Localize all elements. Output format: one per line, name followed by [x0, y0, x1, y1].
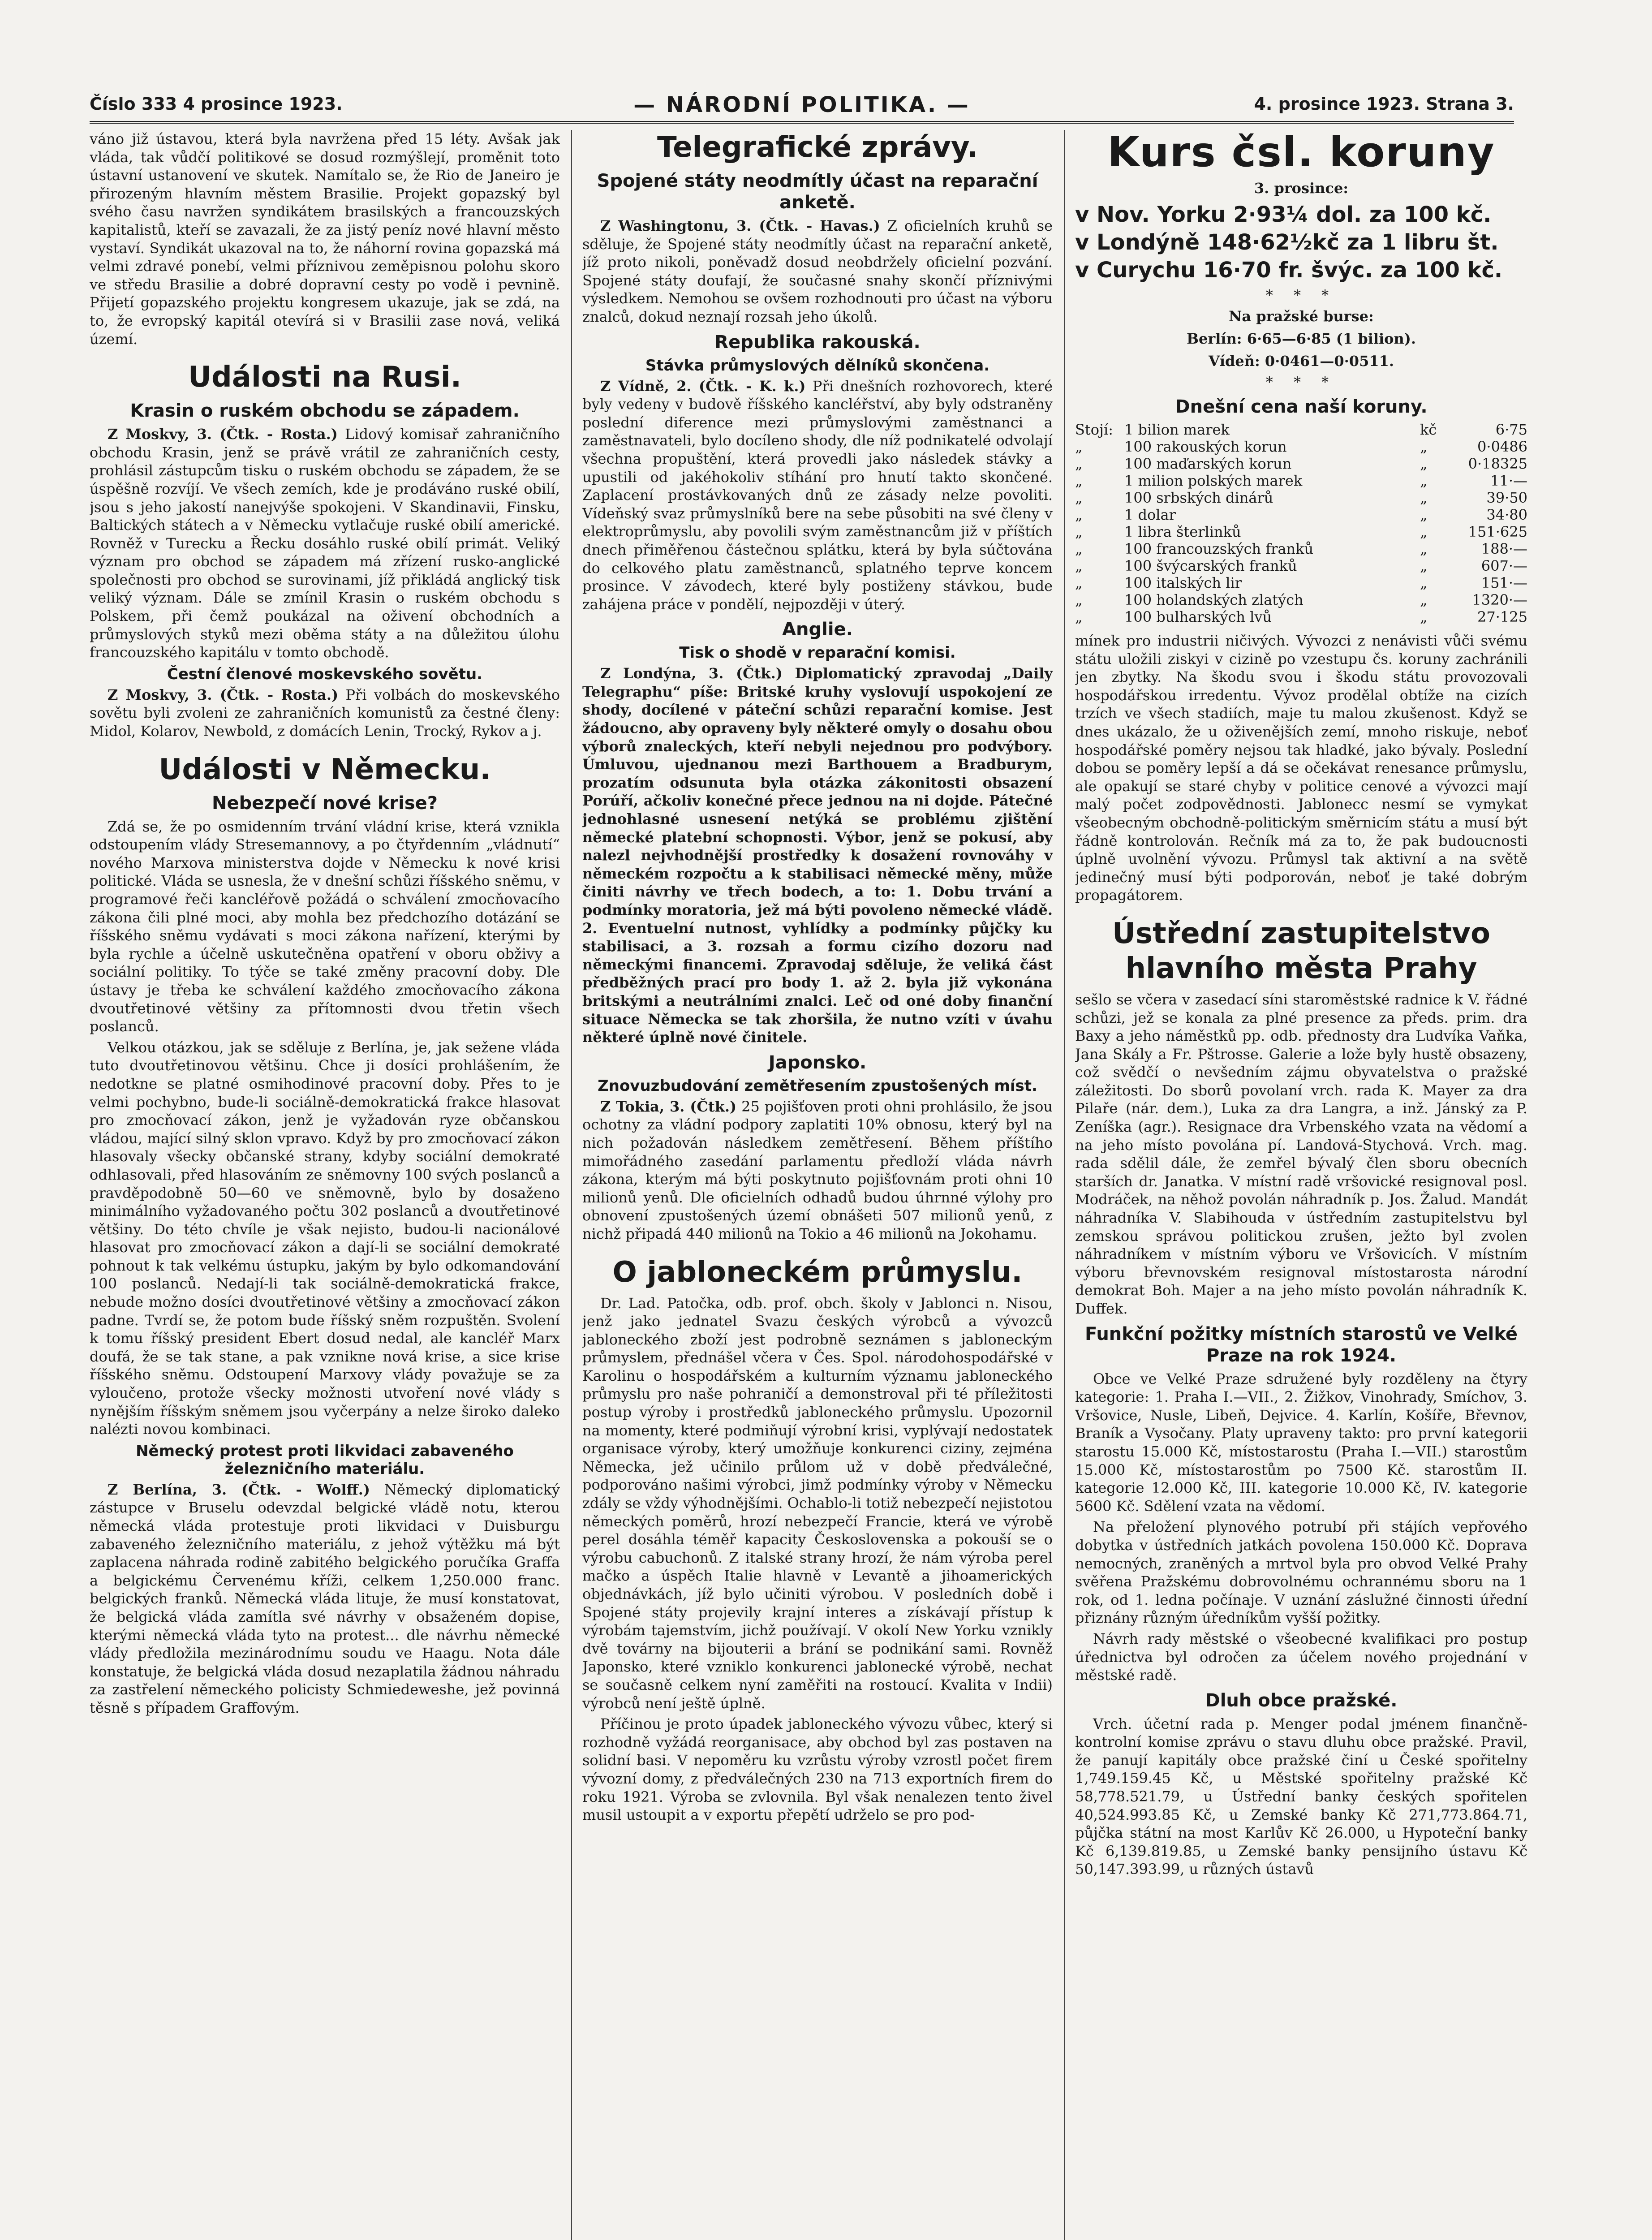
currency-row: [1075, 455, 1527, 472]
article-body: Při volbách do moskevského sovětu byli zvoleni ze zahraničních komunistů za čestné členy: Midol, Kolarov, Newbold, z domácích Lenin, Trocký, Rykov a j.: [90, 686, 560, 740]
unit: kč: [1420, 421, 1437, 438]
article-text: Na přeložení plynového potrubí při stájích vepřového dobytka v ústředních jatkách povolena 150.000 Kč. Doprava nemocných, zraněných a mrtvol byla pro obvod Velké Prahy svěřena Pražskému dobrovolnému ochrannému sboru na 1 rok, od 1. ledna počínaje. V uznání záslužné činnosti úřední přiznány různým úředníkům vyšší požitky.: [1075, 1518, 1527, 1627]
dateline: Z Moskvy, 3. (Čtk. - Rosta.): [108, 426, 338, 443]
column-divider: [571, 130, 572, 2240]
currency-row: [1075, 540, 1527, 557]
row-prefix: „: [1075, 489, 1083, 506]
article-heading: Čestní členové moskevského sovětu.: [167, 665, 483, 683]
currency-value: 607·—: [1481, 557, 1527, 574]
row-prefix: „: [1075, 574, 1083, 591]
article-text: Velkou otázkou, jak se sděluje z Berlína, je, jak sežene vláda tuto dvoutřetinovou většinu. Chce ji dosíci prohlášením, že nedotkne se platné osmihodinové pracovní doby. Přes to je velmi pochybno, bude-li sociálně-demokratická frakce hlasovat pro zmocňovací zákon, jenž je vyžadován ryze občanskou vládou, mající silný sklon vpravo. Když by pro zmocňovací zákon hlasovaly všecky občanské strany, kdyby sociální demokraté odhlasovali, před hlasováním ze sněmovny 100 svých poslanců a pravděpodobně 50—60 ve sněmovně, bylo by dosaženo minimálního vyžadovaného počtu 302 poslanců a dvoutřetinové většiny. Do této chvíle je však nejisto, budou-li nacionálové hlasovat pro zmocňovací zákon a dají-li se sociální demokraté pohnout k tak velkému ústupku, jakým by bylo odkomandování 100 poslanců. Nedají-li tak sociálně-demokratická frakce, nebude možno dosíci dvoutřetinové většiny a zmocňovací zákon padne. Tvrdí se, že potom bude říšský sněm rozpuštěn. Svolení k tomu říšský president Ebert dosud nedal, ale kancléř Marx doufá, že se tak stane, a pak vznikne nová krise, a sice krise říšského sněmu. Odstoupení Marxovy vlády považuje se za vyloučeno, protože všecky možnosti utvoření nové vlády s nynějším říšským sněmem jsou vyčerpány a nelze široko daleko nalézti novou kombinaci.: [90, 1038, 560, 1438]
article-text: Dr. Lad. Patočka, odb. prof. obch. školy v Jablonci n. Nisou, jenž jako jednatel Svazu českých výrobců a vývozců jabloneckého zboží jest podrobně seznámen s jabloneckým průmyslem, přednášel včera v Čes. Spol. národohospodářské v Karolinu o hospodářském a kulturním významu jabloneckého průmyslu pro naše pohraničí a demonstroval při té příležitosti postup výroby i prostředků jabloneckého průmyslu. Upozornil na momenty, které podmiňují výrobní krisi, vyplývají nedostatek organisace výroby, který umožňuje konkurenci ciziny, zejména Německa, jež učinilo průlom už v době předválečné, podporováno našimi výrobci, jimž podmínky výroby v Německu zdály se vždy výhodnějšími. Ochablo-li totiž nebezpečí nejistotou německých poměrů, hrozí nebezpečí Francie, která ve výrobě perel dosáhla téměř kapacity Československa a pokouší se o výrobu cabuchonů. Z italské strany hrozí, že nám výroba perel mačko a úspěch Italie hlavně v Levantě a jihoamerických objednávkách, jíž bylo učiniti výrobou. V posledních době i Spojené státy projevily krajní interes a získávají přístup k výrobám tajemstvím, jichž používají. V okolí New Yorku vznikly dvě továrny na bijouterii a brání se podnikání sami. Rovněž Japonsko, které vzniklo konkurenci jablonecké výrobě, nechat se současně celkem nyní zaměřiti na rostoucí. Kvalita v Indii) výrobců není ještě úplně.: [582, 1294, 1053, 1712]
article-heading: Spojené státy neodmítly účast na reparační anketě.: [597, 171, 1038, 213]
rate-zurich: v Curychu 16·70 fr. švýc. za 100 kč.: [1075, 258, 1503, 283]
page-header: [90, 90, 1514, 124]
currency-value: 0·18325: [1468, 455, 1527, 472]
row-prefix: „: [1075, 540, 1083, 557]
rate-london: v Londýně 148·62½kč za 1 libru št.: [1075, 230, 1499, 255]
unit: „: [1420, 438, 1428, 455]
section-heading: Události v Německu.: [159, 753, 491, 786]
article-heading: Stávka průmyslových dělníků skončena.: [645, 356, 990, 375]
currency-quantity: 1 dolar: [1124, 506, 1176, 523]
column-3: [1075, 130, 1527, 2240]
article-heading: Německý protest proti likvidaci zabaveného železničního materiálu.: [136, 1442, 514, 1478]
article-body: Německý diplomatický zástupce v Bruselu odevzdal belgické vládě notu, kterou německá vláda protestuje proti likvidaci v Duisburgu zabaveného železničního materiálu, z jehož výtěžku má být zaplacena náhrada rodině zabitého belgického poručíka Graffa a belgickému Červenému kříži, celkem 1,250.000 franc. belgických franků. Německá vláda lituje, že musí konstatovat, že belgická vláda zamítla své návrhy v obsaženém dopise, kterými německá vláda tyto na protest... dle návrhu německé vlády předložila mezinárodnímu soudu ve Haagu. Nota dále konstatuje, že belgická vláda dosud nezaplatila žádnou náhradu za zastřelení německého policisty Schmiedeweshe, jež povinná těsně s případem Graffovým.: [90, 1481, 560, 1716]
article-text: [90, 425, 560, 662]
newspaper-title: — NÁRODNÍ POLITIKA. —: [633, 92, 970, 117]
article-body: Z oficielních kruhů se sděluje, že Spojené státy neodmítly účast na reparační anketě, jíž proto nikoli, poněvadž dosud neobdržely oficielní pozvání. Spojené státy doufají, že současné snahy skončí příznivými výsledkem. Nemohou se ovšem rozhodnouti pro účast na výboru znalců, dokud neznají rozsah jeho úkolů.: [582, 217, 1053, 325]
currency-row: [1075, 557, 1527, 574]
currency-quantity: 100 bulharských lvů: [1124, 608, 1272, 625]
dateline: Z Moskvy, 3. (Čtk. - Rosta.): [108, 686, 339, 703]
article-heading: Krasin o ruském obchodu se západem.: [130, 401, 520, 422]
unit: „: [1420, 557, 1428, 574]
currency-row: [1075, 574, 1527, 591]
article-text: [582, 377, 1053, 614]
row-prefix: „: [1075, 591, 1083, 608]
currency-quantity: 100 italských lir: [1124, 574, 1242, 591]
currency-value: 151·—: [1481, 574, 1527, 591]
article-heading: Tisk o shodě v reparační komisi.: [679, 644, 956, 662]
row-prefix: „: [1075, 557, 1083, 574]
row-prefix: „: [1075, 472, 1083, 489]
article-text: Návrh rady městské o všeobecné kvalifikaci pro postup úřednictva byl odročen za účelem nového projednání v městské radě.: [1075, 1630, 1527, 1684]
currency-quantity: 100 rakouských korun: [1124, 438, 1287, 455]
currency-row: [1075, 608, 1527, 625]
currency-quantity: 100 francouzských franků: [1124, 540, 1314, 557]
article-text: sešlo se včera v zasedací síni staroměstské radnice k V. řádné schůzi, jež se konala za plné presence za předs. prim. dra Baxy a jeho náměstků pp. odb. přednosty dra Ludvíka Vaňka, Jana Skály a Fr. Pštrosse. Galerie a lože byly hustě obsazeny, což svědčí o nevšedním zájmu obyvatelstva o pražské záležitosti. Do sborů povolaní vrch. rada K. Mayer za dra Pilaře (nár. dem.), Luka za dra Langra, a inž. Jánský za P. Zeníška (agr.). Resignace dra Vrbenského vzata na vědomí a na jeho místo povolána pí. Landová-Stychová. Vrch. mag. rada sdělil dále, že zemřel bývalý člen sboru obecních starších dr. Janatka. V místní radě vršovické resignoval posl. Modráček, na něhož povolán náhradník p. Jos. Žalud. Mandát náhradníka V. Slabihouda v ústředním zastupitelstvu byl zemskou správou politickou zrušen, ježto byl zvolen náhradníkem v místním výboru ve Vršovicích. V místním výboru břevnovském resignoval místostarosta národní demokrat Boh. Majer a na jeho místo povolán náhradník K. Duffek.: [1075, 991, 1527, 1317]
section-heading: Události na Rusi.: [188, 361, 461, 394]
article-heading: Znovuzbudování zemětřesením zpustošených míst.: [598, 1077, 1037, 1095]
exchange-rate-title: Kurs čsl. koruny: [1107, 130, 1495, 176]
currency-value: 6·75: [1495, 421, 1527, 438]
row-prefix: „: [1075, 455, 1083, 472]
currency-quantity: 1 libra šterlinků: [1124, 523, 1241, 540]
article-heading: Funkční požitky místních starostů ve Velké Praze na rok 1924.: [1084, 1323, 1518, 1366]
article-text: Obce ve Velké Praze sdružené byly rozděleny na čtyry kategorie: 1. Praha I.—VII., 2. Žižkov, Vinohrady, Smíchov, 3. Vršovice, Nusle, Libeň, Dejvice. 4. Karlín, Košíře, Břevnov, Braník a Vysočany. Platy upraveny takto: pro první kategorii starostu 15.000 Kč, místostarostu (Praha I.—VII.) starostům 15.000 Kč, místostarostům po 7500 Kč. starostům II. kategorie 12.000 Kč, III. kategorie 10.000 Kč, IV. kategorie 5600 Kč. Sdělení vzata na vědomí.: [1075, 1370, 1527, 1515]
article-text: [582, 664, 1053, 1046]
page-date: 4. prosince 1923. Strana 3.: [1254, 94, 1514, 114]
unit: „: [1420, 506, 1428, 523]
rate-vienna: Vídeň: 0·0461—0·0511.: [1208, 353, 1394, 370]
currency-table-title: Dnešní cena naší koruny.: [1175, 396, 1428, 417]
currency-quantity: 100 holandských zlatých: [1124, 591, 1304, 608]
currency-value: 151·625: [1468, 523, 1527, 540]
currency-quantity: 1 milion polských marek: [1124, 472, 1303, 489]
currency-quantity: 1 bilion marek: [1124, 421, 1230, 438]
row-prefix: „: [1075, 438, 1083, 455]
burse-label: Na pražské burse:: [1229, 308, 1374, 325]
dateline: Z Berlína, 3. (Čtk. - Wolff.): [108, 1481, 370, 1498]
currency-row: [1075, 421, 1527, 438]
section-heading: Telegrafické zprávy.: [657, 131, 978, 164]
separator: * * *: [1265, 287, 1337, 304]
article-text: Zdá se, že po osmidenním trvání vládní krise, která vznikla odstoupením vlády Stresemannovy, a po čtyřdenním „vládnutí“ nového Marxova ministerstva dojde v Německu k nové krisi politické. Vláda se usnesla, že v dnešní schůzi říšského sněmu, v programové řeči kancléřově požádá o schválení zmocňovacího zákona čili plné moci, aby mohla bez předchozího dotázání se říšského sněmu vydávati s moci zákona nařízení, kterými by byla rychle a účelně uskutečněna opatření v oboru obživy a sociální politiky. To týče se také změny pracovní doby. Dle ústavy je třeba ke schválení každého zmocňovacího zákona dvoutřetinové většiny za přítomnosti dvou třetin všech poslanců.: [90, 818, 560, 1035]
currency-row: [1075, 506, 1527, 523]
unit: „: [1420, 455, 1428, 472]
unit: „: [1420, 523, 1428, 540]
currency-value: 0·0486: [1477, 438, 1527, 455]
article-body: Lidový komisař zahraničního obchodu Krasin, jenž se právě vrátil ze zahraničních cesty, prohlásil zástupcům tisku o ruském obchodu se západem, že se úspěšně rozvíjí. Ve všech zemích, kde je prodáváno ruské obilí, jsou s jeho jakostí nanejvýše spokojeni. V Skandinavii, Finsku, Baltických státech a v Německu vytlačuje ruské obilí americké. Rovněž v Turecku a Řecku dosáhlo ruské obilí primát. Veliký význam pro obchod se západem má zřízení rusko-anglické společnosti pro obchod se surovinami, jíž přikládá anglický tisk veliký význam. Dále se zmínil Krasin o ruském obchodu s Polskem, při čemž poukázal na oživení obchodních a průmyslových styků mezi oběma státy a na důležitou úlohu francouzského kapitálu v tomto obchodě.: [90, 426, 560, 661]
column-1: [90, 130, 560, 2240]
article-body: Diplomatický zpravodaj „Daily Telegraphu“ píše: Britské kruhy vyslovují uspokojení ze shody, docílené v páteční schůzi reparační komise. Jest žádoucno, aby opraveny byly některé omyly o dosahu obou výborů znaleckých, kteří nebyli nejednou pro podvýbory. Úmluvou, ujednanou mezi Barthouem a Bradburym, prozatím odsunuta byla otázka zákonitosti obsazení Porúří, ačkoliv konečné přece jednou na ni dojde. Pátečné jednohlasné usnesení netýká se problému zjištění německé platební schopnosti. Výbor, jenž se pokusí, aby nalezl nejvhodnější prostředky k dosažení rovnováhy v německém rozpočtu a k stabilisaci německé měny, může činiti návrhy ve třech bodech, a to: 1. Dobu trvání a podmínky moratoria, jež má býti povoleno německé vládě. 2. Eventuelní nutnost, vyhlídky a podmínky půjčky ku stabilisaci, a 3. rozsah a formu cizího dozoru nad německými financemi. Zpravodaj sděluje, že veliká část předběžných prací pro body 1. až 2. byla již vykonána britskými a neutrálními znalci. Leč od oné doby finanční situace Německa se tak zhoršila, že nutno vzíti v úvahu některé úplně nové činitele.: [582, 665, 1053, 1046]
article-text: Vrch. účetní rada p. Menger podal jménem finančně-kontrolní komise zprávu o stavu dluhu obce pražské. Pravil, že panují kapitály obce pražské činí u České spořitelny 1,749.159.45 Kč, u Městské spořitelny pražské Kč 58,778.521.79, u Ústřední banky českých spořitelen 40,524.993.85 Kč, u Zemské banky Kč 271,773.864.71, půjčka státní na most Karlův Kč 26.000, u Hypoteční banky Kč 6,139.819.85, u Zemské banky pensijního ústavu Kč 50,147.393.99, u různých ústavů: [1075, 1715, 1527, 1878]
section-heading: Ústřední zastupitelstvo hlavního města Prahy: [1112, 917, 1490, 985]
article-text: [90, 1481, 560, 1717]
currency-row: [1075, 489, 1527, 506]
currency-value: 39·50: [1486, 489, 1527, 506]
currency-table: [1075, 421, 1527, 625]
column-2: [582, 130, 1053, 2240]
currency-quantity: 100 srbských dinárů: [1124, 489, 1273, 506]
currency-value: 11·—: [1490, 472, 1527, 489]
section-heading: Republika rakouská.: [714, 332, 921, 353]
row-prefix: Stojí:: [1075, 421, 1113, 438]
section-heading: Japonsko.: [768, 1052, 867, 1073]
row-prefix: „: [1075, 608, 1083, 625]
dateline: Z Londýna, 3. (Čtk.): [600, 665, 783, 682]
unit: „: [1420, 574, 1428, 591]
article-heading: Nebezpečí nové krise?: [211, 793, 438, 814]
article-text: mínek pro industrii ničivých. Vývozci z nenávisti vůči svému státu uložili ziskyi v cizině po vzestupu čs. koruny zachránili jen zbytky. Na škodu svou i škodu státu provozovali hospodářskou irredentu. Vývoz prodělal obtíže na cizích trzích ve všech stadiích, maje tu malou zkušenost. Když se dnes ukázalo, že u oživenějších zemí, mnoho riskuje, neboť hospodářské poměry nejsou tak hladké, jako bývaly. Poslední dobou se poměry lepší a dá se očekávat renesance průmyslu, ale opakují se staré chyby v politice cenové a vývozci mají malý počet zodpovědnosti. Jablonecc nesmí se vymykat všeobecným obchodně-politickým směrnicím státu a musí být řádně kontrolován. Rečník má za to, že pak budoucnosti úplně uvolnění vývozu. Průmysl tak aktivní a na světě jedinečný musí býti podporován, neboť je také dobrým propagátorem.: [1075, 632, 1527, 904]
rate-date: 3. prosince:: [1254, 180, 1349, 197]
article-text: [90, 686, 560, 741]
article-text: Příčinou je proto úpadek jabloneckého vývozu vůbec, který si rozhodně vyžádá reorganisace, aby obchod byl zas postaven na solidní basi. V nepoměru ku vzrůstu výroby vzrostl počet firem vývozní domy, z předválečných 230 na 713 exportních firem do roku 1921. Výroba se zvlovnila. Byl však nenalezen tento živel musil ustoupit a v exportu přepětí udrželo se pro pod-: [582, 1715, 1053, 1824]
article-text: [582, 1098, 1053, 1243]
unit: „: [1420, 591, 1428, 608]
rate-new-york: v Nov. Yorku 2·93¼ dol. za 100 kč.: [1075, 202, 1492, 227]
column-divider: [1064, 130, 1065, 2240]
currency-quantity: 100 švýcarských franků: [1124, 557, 1297, 574]
row-prefix: „: [1075, 523, 1083, 540]
row-prefix: „: [1075, 506, 1083, 523]
currency-row: [1075, 472, 1527, 489]
currency-value: 188·—: [1481, 540, 1527, 557]
dateline: Z Washingtonu, 3. (Čtk. - Havas.): [600, 217, 880, 234]
unit: „: [1420, 472, 1428, 489]
rate-berlin: Berlín: 6·65—6·85 (1 bilion).: [1186, 330, 1416, 347]
currency-value: 1320·—: [1472, 591, 1527, 608]
currency-quantity: 100 maďarských korun: [1124, 455, 1292, 472]
currency-value: 27·125: [1477, 608, 1527, 625]
separator: * * *: [1265, 374, 1337, 391]
currency-row: [1075, 523, 1527, 540]
currency-row: [1075, 438, 1527, 455]
section-heading: O jabloneckém průmyslu.: [612, 1255, 1023, 1289]
article-body: Při dnešních rozhovorech, které byly vedeny v budově říšského kancléřství, aby byly odstraněny poslední diference mezi průmyslovými zaměstnanci a zaměstnavateli, bylo docíleno shody, dle níž podnikatelé odvolají všechna propuštění, která provedli jako následek stávky a upustili od jakéhokoliv stíhání pro hnutí takto skončené. Zaplacení prostávkovaných dnů ze zásady nelze povoliti. Vídeňský svaz průmyslníků bere na sebe působiti na své členy v elektroprůmyslu, aby povolili svým zaměstnancům již v příštích dnech přiměřenou částečnou splátku, která by byla súčtována do celkového platu zaměstnanců, splatného teprve koncem prosince. V závodech, které byly postiženy stávkou, bude zahájena práce v pondělí, nejpozději v úterý.: [582, 377, 1053, 613]
dateline: Z Tokia, 3. (Čtk.): [600, 1098, 737, 1115]
section-heading: Anglie.: [782, 619, 853, 640]
article-text: [582, 217, 1053, 326]
article-text: váno již ústavou, která byla navržena před 15 léty. Avšak jak vláda, tak vůdčí politikové se dosud rozmýšlejí, proměnit toto ústavní ustanovení ve skutek. Namítalo se, že Rio de Janeiro je přirozeným hlavním městem Brasilie. Projekt gopazský byl svého času navržen syndikátem brasilských a francouzských kapitalistů, kteří se zavazali, že za jistý peníz nové hlavní město vystaví. Syndikát ukazoval na to, že náhorní rovina gopazská má velmi zdravé ponebí, velmi příznivou zeměpisnou polohu skoro ve středu Brasilie a dobré dopravní cesty po vodě i pevnině. Přijetí gopazského projektu kongresem ukazuje, jak se zdá, na to, že evropský kapitál otevírá si v Brasilii zase nová, veliká území.: [90, 130, 560, 348]
unit: „: [1420, 489, 1428, 506]
unit: „: [1420, 608, 1428, 625]
issue-number: Číslo 333 4 prosince 1923.: [90, 94, 343, 114]
currency-row: [1075, 591, 1527, 608]
unit: „: [1420, 540, 1428, 557]
currency-value: 34·80: [1486, 506, 1527, 523]
article-heading: Dluh obce pražské.: [1205, 1690, 1398, 1711]
dateline: Z Vídně, 2. (Čtk. - K. k.): [600, 377, 806, 395]
article-body: 25 pojišťoven proti ohni prohlásilo, že jsou ochotny za vládní podpory zaplatiti 10% obnosu, který byl na nich požadován následkem zemětřesení. Během příštího mimořádného zasedání parlamentu předloží vláda návrh zákona, kterým má býti poskytnuto pojišťovnám proti ohni 10 milionů yenů. Dle oficielních odhadů budou úhrnné výlohy pro obnovení zpustošených území obnášeti 507 milionů yenů, z nichž připadá 440 milionů na Tokio a 46 milionů na Jokohamu.: [582, 1098, 1053, 1242]
